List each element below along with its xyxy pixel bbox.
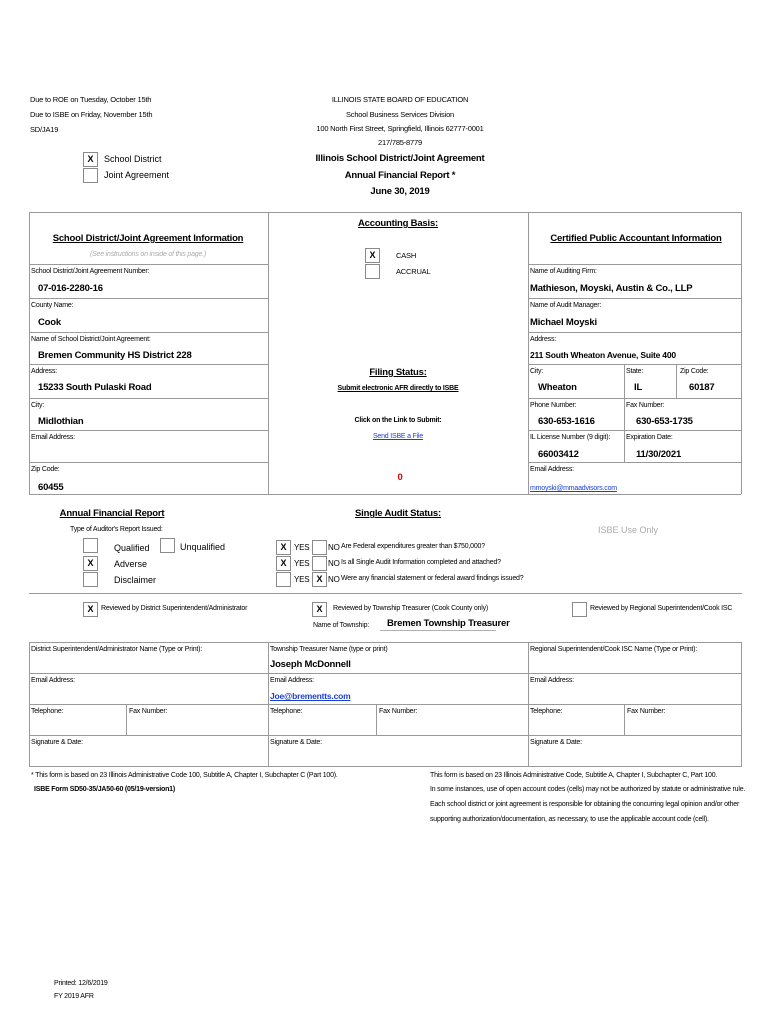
grid-line — [268, 212, 269, 494]
org-phone: 217/785-8779 — [378, 138, 422, 147]
district-admin-name-label: District Superintendent/Administrator Name (Type or Print): — [31, 646, 203, 653]
accrual-checkbox[interactable] — [365, 264, 380, 279]
grid-line — [741, 642, 742, 766]
disclaimer-label: Disclaimer — [114, 575, 157, 585]
footer-form-number: ISBE Form SD50-35/JA50-60 (05/19-version1) — [34, 786, 175, 793]
q2-yes-label: YES — [294, 559, 310, 568]
grid-line — [528, 430, 741, 431]
grid-line — [29, 704, 742, 705]
regional-email-label: Email Address: — [530, 677, 574, 684]
license-value[interactable]: 66003412 — [538, 449, 579, 460]
district-signature-label: Signature & Date: — [31, 739, 83, 746]
district-info-sub: (See instructions on inside of this page.) — [89, 251, 207, 258]
q2-question: Is all Single Audit Information completed and attached? — [341, 559, 501, 566]
grid-line — [29, 735, 742, 736]
cpa-city-label: City: — [530, 368, 544, 375]
q1-yes-label: YES — [294, 543, 310, 552]
q2-yes-checkbox[interactable]: X — [276, 556, 291, 571]
cpa-info-heading: Certified Public Accountant Information — [550, 233, 722, 244]
superintendent-review-checkbox[interactable]: X — [83, 602, 98, 617]
q2-no-checkbox[interactable] — [312, 556, 327, 571]
school-district-checkbox[interactable]: X — [83, 152, 98, 167]
q3-no-label: NO — [328, 575, 340, 584]
org-name: ILLINOIS STATE BOARD OF EDUCATION — [331, 95, 469, 104]
grid-line — [376, 704, 377, 735]
fy-label: FY 2019 AFR — [54, 993, 94, 1000]
cash-label: CASH — [396, 251, 417, 260]
district-info-heading: School District/Joint Agreement Information — [52, 233, 244, 244]
accounting-basis-heading: Accounting Basis: — [358, 218, 438, 229]
unqualified-checkbox[interactable] — [160, 538, 175, 553]
due-isbe-text: Due to ISBE on Friday, November 15th — [30, 110, 153, 119]
cpa-zip-label: Zip Code: — [680, 368, 709, 375]
adverse-label: Adverse — [114, 559, 148, 569]
q3-yes-checkbox[interactable] — [276, 572, 291, 587]
county-value[interactable]: Cook — [38, 317, 61, 328]
district-email-sig-label: Email Address: — [31, 677, 75, 684]
license-label: IL License Number (9 digit): — [530, 434, 611, 441]
regional-signature-label: Signature & Date: — [530, 739, 582, 746]
grid-line — [528, 298, 741, 299]
township-value[interactable]: Bremen Township Treasurer — [387, 618, 510, 629]
joint-agreement-label: Joint Agreement — [104, 170, 170, 180]
report-title-1: Illinois School District/Joint Agreement — [315, 153, 485, 164]
cpa-phone-label: Phone Number: — [530, 402, 577, 409]
treasurer-name-value[interactable]: Joseph McDonnell — [270, 659, 351, 670]
cash-checkbox[interactable]: X — [365, 248, 380, 263]
district-number-value[interactable]: 07-016-2280-16 — [38, 283, 103, 294]
treasurer-signature-label: Signature & Date: — [270, 739, 322, 746]
manager-value[interactable]: Michael Moyski — [530, 317, 597, 328]
treasurer-name-label: Township Treasurer Name (type or print) — [270, 646, 388, 653]
grid-line — [528, 462, 741, 463]
firm-label: Name of Auditing Firm: — [530, 268, 597, 275]
district-address-label: Address: — [31, 368, 58, 375]
isbe-use-only: ISBE Use Only — [597, 525, 659, 535]
cpa-state-label: State: — [626, 368, 644, 375]
q1-question: Are Federal expenditures greater than $750,000? — [341, 543, 485, 550]
grid-line — [29, 212, 742, 213]
q3-no-checkbox[interactable]: X — [312, 572, 327, 587]
grid-line — [528, 264, 741, 265]
grid-line — [29, 642, 30, 766]
accrual-label: ACCRUAL — [396, 267, 431, 276]
treasurer-email-label: Email Address: — [270, 677, 314, 684]
division-name: School Business Services Division — [345, 110, 455, 119]
grid-line — [676, 364, 677, 398]
regional-name-label: Regional Superintendent/Cook ISC Name (Type or Print): — [530, 646, 698, 653]
cpa-email-link[interactable]: mmoyski@mmaadvisors.com — [530, 485, 617, 492]
grid-line — [528, 212, 529, 494]
expiration-label: Expiration Date: — [626, 434, 673, 441]
firm-value[interactable]: Mathieson, Moyski, Austin & Co., LLP — [530, 283, 693, 294]
unqualified-label: Unqualified — [180, 542, 226, 552]
form-code: SD/JA19 — [30, 125, 59, 134]
due-roe-text: Due to ROE on Tuesday, October 15th — [30, 95, 152, 104]
district-fax-label: Fax Number: — [129, 708, 168, 715]
district-number-label: School District/Joint Agreement Number: — [31, 268, 150, 275]
treasurer-review-label: Reviewed by Township Treasurer (Cook County only) — [333, 605, 489, 612]
send-isbe-file-link[interactable]: Send ISBE a File — [372, 433, 424, 440]
qualified-label: Qualified — [114, 543, 150, 553]
district-email-label: Email Address: — [31, 434, 75, 441]
report-type-label: Type of Auditor's Report Issued: — [70, 526, 163, 533]
grid-line — [29, 430, 268, 431]
county-label: County Name: — [31, 302, 74, 309]
district-name-label: Name of School District/Joint Agreement: — [31, 336, 151, 343]
filing-status-heading: Filing Status: — [369, 367, 427, 378]
printed-date: Printed: 12/6/2019 — [54, 980, 108, 987]
cpa-fax-label: Fax Number: — [626, 402, 665, 409]
cpa-phone-value[interactable]: 630-653-1616 — [538, 416, 595, 427]
org-address: 100 North First Street, Springfield, Illinois 62777-0001 — [316, 124, 484, 133]
district-zip-value[interactable]: 60455 — [38, 482, 64, 493]
grid-line — [29, 673, 742, 674]
zero-value: 0 — [397, 472, 403, 483]
q3-question: Were any financial statement or federal award findings issued? — [341, 575, 524, 582]
cpa-address-value[interactable]: 211 South Wheaton Avenue, Suite 400 — [530, 350, 676, 360]
report-title-2: Annual Financial Report * — [344, 170, 456, 181]
treasurer-telephone-label: Telephone: — [270, 708, 303, 715]
district-city-value[interactable]: Midlothian — [38, 416, 84, 427]
adverse-checkbox[interactable]: X — [83, 556, 98, 571]
school-district-label: School District — [104, 154, 162, 164]
district-name-value[interactable]: Bremen Community HS District 228 — [38, 350, 192, 361]
grid-line — [29, 332, 268, 333]
grid-line — [29, 364, 268, 365]
grid-line — [29, 264, 268, 265]
grid-line — [29, 494, 741, 495]
q1-yes-checkbox[interactable]: X — [276, 540, 291, 555]
grid-line — [528, 398, 741, 399]
q3-yes-label: YES — [294, 575, 310, 584]
click-link-text: Click on the Link to Submit: — [354, 417, 442, 424]
single-audit-heading: Single Audit Status: — [355, 508, 441, 519]
regional-review-checkbox[interactable] — [572, 602, 587, 617]
grid-line — [741, 212, 742, 494]
disclaimer-checkbox[interactable] — [83, 572, 98, 587]
cpa-address-label: Address: — [530, 336, 557, 343]
afr-heading: Annual Financial Report — [59, 508, 165, 519]
report-title-3: June 30, 2019 — [370, 186, 430, 197]
district-address-value[interactable]: 15233 South Pulaski Road — [38, 382, 152, 393]
grid-line — [528, 642, 529, 766]
footer-note-right-4: supporting authorization/documentation, as necessary, to use the applicable account code (cell). — [430, 816, 709, 823]
township-label: Name of Township: — [313, 622, 370, 629]
regional-review-label: Reviewed by Regional Superintendent/Cook ISC — [590, 605, 733, 612]
grid-line — [29, 398, 268, 399]
regional-fax-label: Fax Number: — [627, 708, 666, 715]
grid-line — [29, 462, 268, 463]
q2-no-label: NO — [328, 559, 340, 568]
grid-line — [126, 704, 127, 735]
cpa-city-value[interactable]: Wheaton — [538, 382, 577, 393]
filing-status-sub: Submit electronic AFR directly to ISBE — [337, 385, 459, 392]
q1-no-checkbox[interactable] — [312, 540, 327, 555]
district-telephone-label: Telephone: — [31, 708, 64, 715]
qualified-checkbox[interactable] — [83, 538, 98, 553]
grid-line — [29, 642, 742, 643]
superintendent-review-label: Reviewed by District Superintendent/Administrator — [101, 605, 248, 612]
treasurer-email-link[interactable]: Joe@brementts.com — [270, 691, 351, 701]
cpa-fax-value[interactable]: 630-653-1735 — [636, 416, 693, 427]
grid-line — [624, 704, 625, 735]
grid-line — [528, 332, 741, 333]
manager-label: Name of Audit Manager: — [530, 302, 602, 309]
joint-agreement-checkbox[interactable] — [83, 168, 98, 183]
footer-note-left: * This form is based on 23 Illinois Administrative Code 100, Subtitle A, Chapter I, Subchapter C (Part 100). — [31, 772, 338, 779]
cpa-email-label: Email Address: — [530, 466, 574, 473]
treasurer-fax-label: Fax Number: — [379, 708, 418, 715]
grid-line — [268, 642, 269, 766]
grid-line — [29, 766, 742, 767]
grid-line — [528, 364, 741, 365]
district-city-label: City: — [31, 402, 45, 409]
q1-no-label: NO — [328, 543, 340, 552]
grid-line — [29, 298, 268, 299]
footer-note-right-1: This form is based on 23 Illinois Administrative Code, Subtitle A, Chapter I, Subchapter C, Part 100. — [430, 772, 718, 779]
cpa-zip-value[interactable]: 60187 — [689, 382, 715, 393]
footer-note-right-3: Each school district or joint agreement is responsible for obtaining the concurring legal opinion and/or other — [430, 801, 740, 808]
cpa-state-value[interactable]: IL — [634, 382, 643, 393]
grid-line — [29, 212, 30, 494]
district-zip-label: Zip Code: — [31, 466, 60, 473]
footer-note-right-2: In some instances, use of open account codes (cells) may not be authorized by statute or administrative rule. — [430, 786, 746, 793]
regional-telephone-label: Telephone: — [530, 708, 563, 715]
expiration-value[interactable]: 11/30/2021 — [636, 449, 682, 460]
treasurer-review-checkbox[interactable]: X — [312, 602, 327, 617]
grid-line — [624, 364, 625, 462]
grid-line — [29, 593, 742, 594]
